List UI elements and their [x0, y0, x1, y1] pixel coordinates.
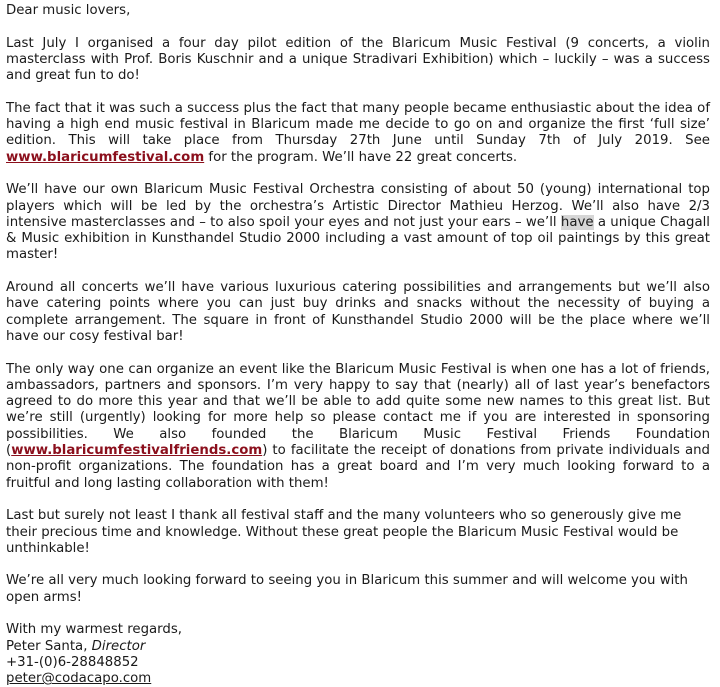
- paragraph-thanks: Last but surely not least I thank all festival staff and the many volunteers who so generously give me their precious time and knowledge. Without these great people the Blaricum Music Festival would be unthinkable!: [6, 508, 682, 556]
- signature-name-line: [6, 639, 710, 655]
- signature-title: Director: [91, 638, 146, 654]
- paragraph-text: The only way one can organize an event like the Blaricum Music Festival is when one has a lot of friends, ambassadors, partners and sponsors. I’m very happy to say that (nearly) all of last year’s benefactors agreed to do more this year and that we’ll be able to add quite some new names to this great list. But we’re still (urgently) looking for more help so please contact me if you are interested in sponsoring possibilities. We also founded the Blaricum Music Festival Friends Foundation (: [6, 361, 710, 459]
- signature-closing: With my warmest regards,: [6, 622, 182, 638]
- text-selection-highlight: have: [560, 214, 594, 230]
- signature-block: [6, 622, 710, 687]
- paragraph-orchestra: [6, 182, 710, 263]
- signature-email-link[interactable]: peter@codacapo.com: [6, 671, 152, 687]
- paragraph-pilot-edition: Last July I organised a four day pilot edition of the Blaricum Music Festival (9 concerts, a violin masterclass with Prof. Boris Kuschnir and a unique Stradivari Exhibition) which – luckily – was a success and great fun to do!: [6, 35, 710, 84]
- paragraph-text: We’ll have our own Blaricum Music Festival Orchestra consisting of about 50 (young) international top players which will be led by the orchestra’s Artistic Director Mathieu Herzog. We’ll also have 2/3 intensive masterclasses and – to also spoil your eyes and not just your ears – we’ll: [6, 182, 710, 230]
- paragraph-text: for the program. We’ll have 22 great concerts.: [204, 149, 518, 165]
- paragraph-text: The fact that it was such a success plus the fact that many people became enthusiastic about the idea of having a high end music festival in Blaricum made me decide to go on and organize the first ‘full size’ edition. This will take place from Thursday 27th June until Sunday 7th of July 2019. See: [6, 100, 710, 149]
- paragraph-text: ) to facilitate the receipt of donations from private individuals and non-profit organizations. The foundation has a great board and I’m very much looking forward to a fruitful and long lasting collaboration with them!: [6, 443, 710, 491]
- festival-website-link[interactable]: www.blaricumfestival.com: [6, 149, 205, 165]
- friends-foundation-link[interactable]: www.blaricumfestivalfriends.com: [11, 443, 263, 459]
- paragraph-full-size-edition: [6, 101, 710, 166]
- paragraph-closing-invite: We’re all very much looking forward to seeing you in Blaricum this summer and will welcome you with open arms!: [6, 573, 688, 605]
- paragraph-text: a unique Chagall & Music exhibition in Kunsthandel Studio 2000 including a vast amount of top oil paintings by this great master!: [6, 214, 710, 263]
- paragraph-catering: Around all concerts we’ll have various luxurious catering possibilities and arrangements but we’ll also have catering points where you can just buy drinks and snacks without the necessity of buying a complete arrangement. The square in front of Kunsthandel Studio 2000 will be the place where we’ll have our cosy festival bar!: [6, 280, 710, 344]
- greeting: Dear music lovers,: [6, 3, 131, 18]
- signature-phone: +31-(0)6-28848852: [6, 654, 139, 670]
- paragraph-sponsors: [6, 362, 710, 492]
- signature-name: Peter Santa,: [6, 638, 92, 654]
